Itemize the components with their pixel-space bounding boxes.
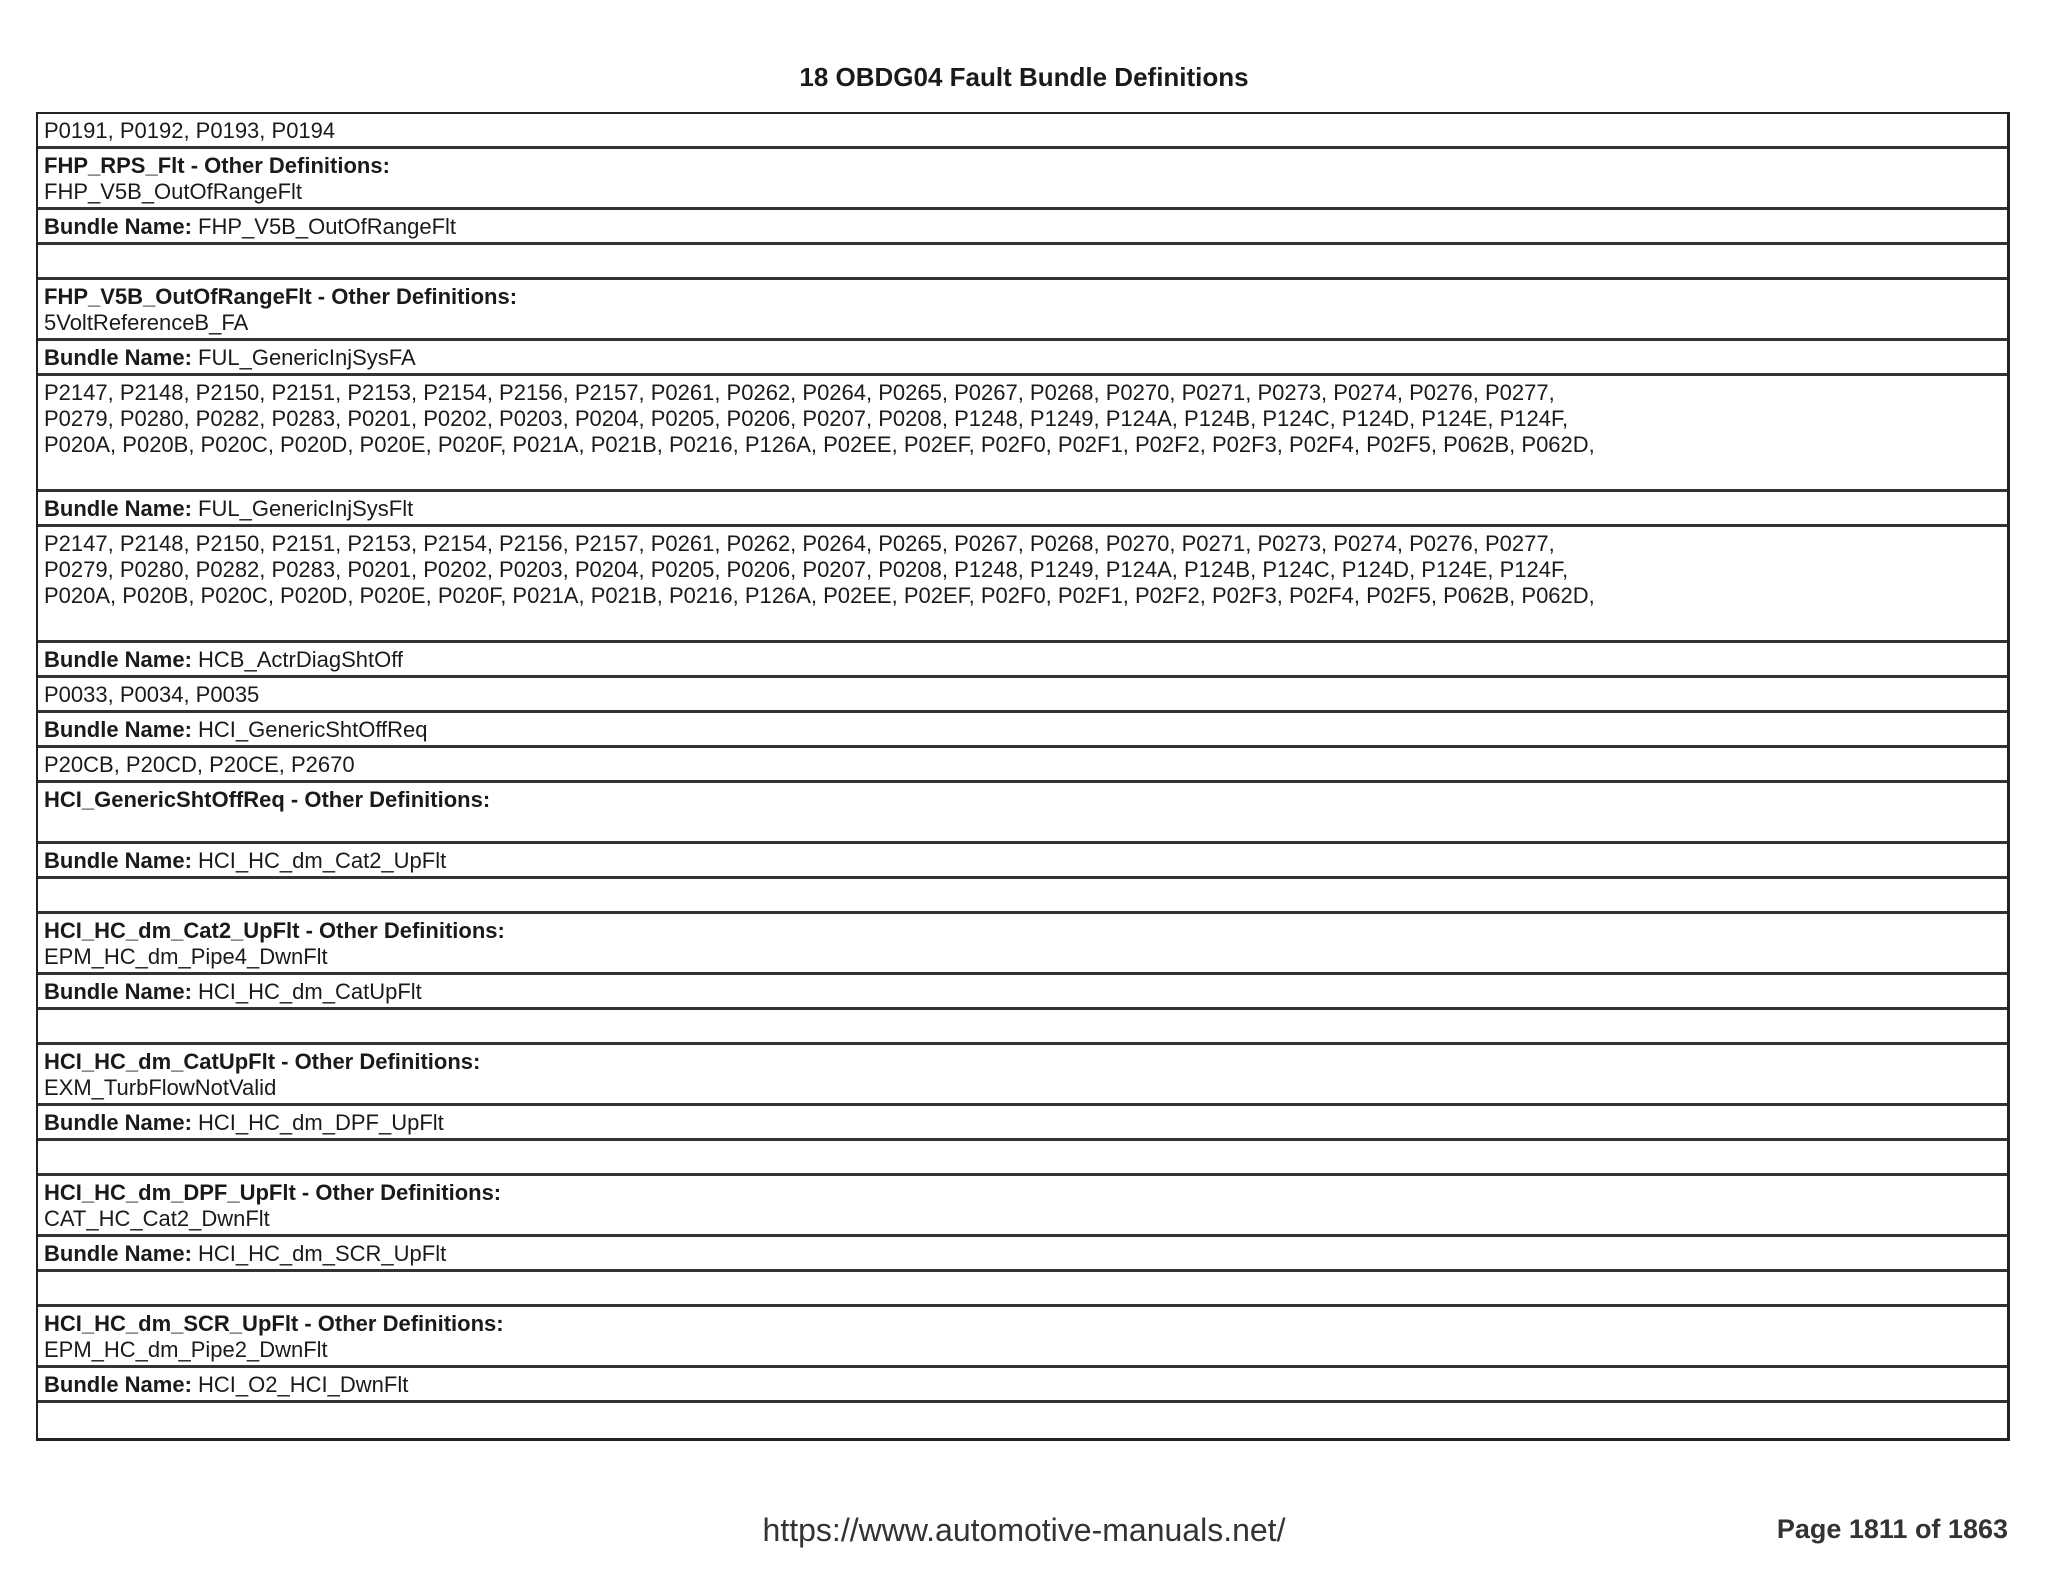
bundle-name-value: HCI_HC_dm_SCR_UpFlt [191,1241,447,1266]
other-definitions-row [38,783,2007,844]
dtc-list: P0191, P0192, P0193, P0194 [44,118,336,143]
dtc-list-row [38,678,2007,713]
dtc-list-line: P0279, P0280, P0282, P0283, P0201, P0202, P0203, P0204, P0205, P0206, P0207, P0208, P1248, P1249, P124A, P124B, P124C, P124D, P124E, P124F, [44,557,1569,582]
bundle-name-row [38,1237,2007,1272]
bundle-name-value: HCB_ActrDiagShtOff [191,647,404,672]
bundle-name-row [38,844,2007,879]
bundle-name-value: HCI_HC_dm_CatUpFlt [191,979,422,1004]
empty-row [38,1403,2007,1438]
dtc-list-line: P2147, P2148, P2150, P2151, P2153, P2154, P2156, P2157, P0261, P0262, P0264, P0265, P0267, P0268, P0270, P0271, P0273, P0274, P0276, P0277, [44,380,1555,405]
bundle-name-row [38,1106,2007,1141]
other-definitions-heading: HCI_HC_dm_SCR_UpFlt - Other Definitions: [44,1311,504,1336]
bundle-name-value: FUL_GenericInjSysFA [191,345,416,370]
bundle-definitions-table [36,112,2010,1441]
other-definitions-row [38,914,2007,975]
bundle-name-label: Bundle Name: [44,345,192,370]
bundle-name-row [38,492,2007,527]
empty-row [38,879,2007,914]
other-definitions-row [38,1176,2007,1237]
other-definitions-row [38,280,2007,341]
bundle-name-row [38,643,2007,678]
other-definitions-value: FHP_V5B_OutOfRangeFlt [44,179,303,204]
bundle-name-label: Bundle Name: [44,717,192,742]
other-definitions-row [38,1307,2007,1368]
bundle-name-row [38,713,2007,748]
bundle-name-label: Bundle Name: [44,979,192,1004]
bundle-name-value: FHP_V5B_OutOfRangeFlt [191,214,457,239]
other-definitions-row [38,1045,2007,1106]
bundle-name-row [38,210,2007,245]
bundle-name-value: FUL_GenericInjSysFlt [191,496,414,521]
other-definitions-heading: FHP_V5B_OutOfRangeFlt - Other Definitions: [44,284,518,309]
bundle-name-label: Bundle Name: [44,1110,192,1135]
other-definitions-heading: HCI_HC_dm_DPF_UpFlt - Other Definitions: [44,1180,502,1205]
other-definitions-heading: HCI_HC_dm_CatUpFlt - Other Definitions: [44,1049,481,1074]
other-definitions-value: 5VoltReferenceB_FA [44,310,249,335]
empty-row [38,1141,2007,1176]
dtc-list: P0033, P0034, P0035 [44,682,260,707]
dtc-list-line: P020A, P020B, P020C, P020D, P020E, P020F, P021A, P021B, P0216, P126A, P02EE, P02EF, P02F0, P02F1, P02F2, P02F3, P02F4, P02F5, P062B, P062D, [44,583,1595,608]
bundle-name-label: Bundle Name: [44,647,192,672]
other-definitions-heading: FHP_RPS_Flt - Other Definitions: [44,153,390,178]
bundle-name-value: HCI_HC_dm_DPF_UpFlt [191,1110,444,1135]
bundle-name-label: Bundle Name: [44,496,192,521]
footer-url: https://www.automotive-manuals.net/ [762,1512,1286,1548]
dtc-list-line: P020A, P020B, P020C, P020D, P020E, P020F, P021A, P021B, P0216, P126A, P02EE, P02EF, P02F0, P02F1, P02F2, P02F3, P02F4, P02F5, P062B, P062D, [44,432,1595,457]
empty-row [38,1010,2007,1045]
other-definitions-value: EPM_HC_dm_Pipe4_DwnFlt [44,944,328,969]
empty-row [38,245,2007,280]
bundle-name-row [38,341,2007,376]
dtc-list-line: P0279, P0280, P0282, P0283, P0201, P0202, P0203, P0204, P0205, P0206, P0207, P0208, P1248, P1249, P124A, P124B, P124C, P124D, P124E, P124F, [44,406,1569,431]
bundle-name-value: HCI_GenericShtOffReq [191,717,428,742]
bundle-name-label: Bundle Name: [44,1241,192,1266]
bundle-name-label: Bundle Name: [44,1372,192,1397]
other-definitions-value: EPM_HC_dm_Pipe2_DwnFlt [44,1337,328,1362]
page-number: Page 1811 of 1863 [1776,1514,2008,1544]
dtc-list: P20CB, P20CD, P20CE, P2670 [44,752,355,777]
page-title: 18 OBDG04 Fault Bundle Definitions [799,62,1249,92]
empty-row [38,1272,2007,1307]
other-definitions-heading: HCI_GenericShtOffReq - Other Definitions: [44,787,491,812]
other-definitions-value: CAT_HC_Cat2_DwnFlt [44,1206,270,1231]
other-definitions-row [38,149,2007,210]
other-definitions-heading: HCI_HC_dm_Cat2_UpFlt - Other Definitions: [44,918,505,943]
dtc-list-line: P2147, P2148, P2150, P2151, P2153, P2154, P2156, P2157, P0261, P0262, P0264, P0265, P0267, P0268, P0270, P0271, P0273, P0274, P0276, P0277, [44,531,1555,556]
dtc-list-row [38,748,2007,783]
bundle-name-value: HCI_O2_HCI_DwnFlt [191,1372,409,1397]
bundle-name-label: Bundle Name: [44,214,192,239]
bundle-name-label: Bundle Name: [44,848,192,873]
bundle-name-row [38,1368,2007,1403]
dtc-list-row [38,376,2007,492]
dtc-list-row [38,527,2007,643]
bundle-name-value: HCI_HC_dm_Cat2_UpFlt [191,848,447,873]
other-definitions-value: EXM_TurbFlowNotValid [44,1075,277,1100]
bundle-name-row [38,975,2007,1010]
dtc-list-row [38,114,2007,149]
